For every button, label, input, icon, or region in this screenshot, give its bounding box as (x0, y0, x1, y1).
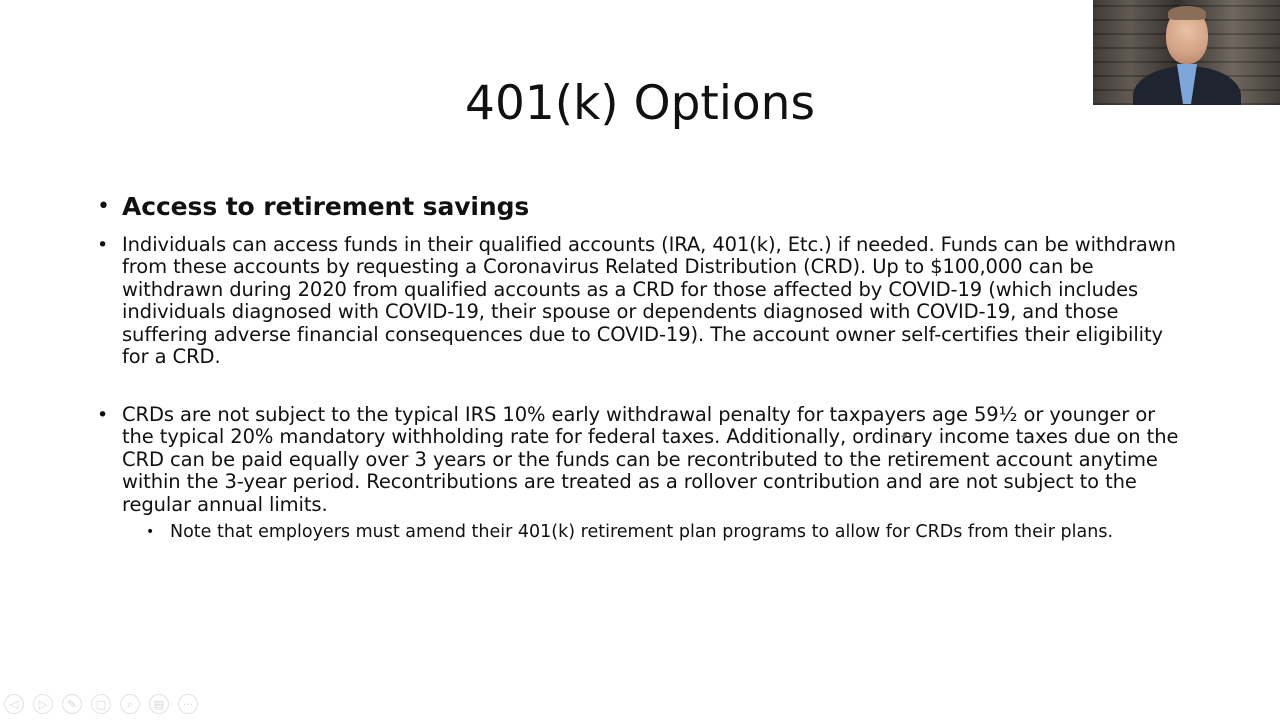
slides-icon[interactable]: ▢ (91, 694, 111, 714)
bullet-marker: • (97, 194, 110, 219)
sub-bullet-marker: • (146, 524, 155, 540)
bullet-marker: • (97, 234, 109, 256)
presenter-hair (1168, 6, 1206, 20)
zoom-icon[interactable]: ⌕ (120, 694, 140, 714)
bullet-crd-penalty (97, 403, 1182, 516)
presenter-webcam-video (1093, 0, 1280, 105)
pen-icon[interactable]: ✎ (62, 694, 82, 714)
more-icon[interactable]: ··· (178, 694, 198, 714)
bullet-text: CRDs are not subject to the typical IRS 10% early withdrawal penalty for taxpayers age 59½ or younger or the typical 20% mandatory withholding rate for federal taxes. Additionally, ordinary income taxes due on the CRD can be paid equally over 3 years or the funds can be recontributed to the retirement account anytime within the 3-year period. Recontributions are treated as a rollover contribution and are not subject to the regular annual limits. (122, 403, 1179, 516)
bullet-access-to-retirement-savings (97, 192, 1182, 222)
bullet-marker: • (97, 404, 109, 426)
sub-bullet-text: Note that employers must amend their 401(k) retirement plan programs to allow for CRDs from their plans. (170, 522, 1114, 542)
subtitles-icon[interactable]: ▤ (149, 694, 169, 714)
slide-title: 401(k) Options (465, 76, 815, 131)
bullet-crd-access (97, 233, 1182, 369)
bullet-text: Individuals can access funds in their qualified accounts (IRA, 401(k), Etc.) if needed. Funds can be withdrawn from these accounts by requesting a Coronavirus Related Distribution (CRD). Up to $100,000 can be withdrawn during 2020 from qualified accounts as a CRD for those affected by COVID-19 (which includes individuals diagnosed with COVID-19, their spouse or dependents diagnosed with COVID-19, and those suffering adverse financial consequences due to COVID-19). The account owner self-certifies their eligibility for a CRD. (122, 233, 1176, 369)
slideshow-controls (4, 693, 198, 715)
previous-icon[interactable]: ◁ (4, 694, 24, 714)
next-icon[interactable]: ▷ (33, 694, 53, 714)
sub-bullet-employer-note (146, 522, 1170, 543)
bullet-text: Access to retirement savings (122, 192, 530, 221)
